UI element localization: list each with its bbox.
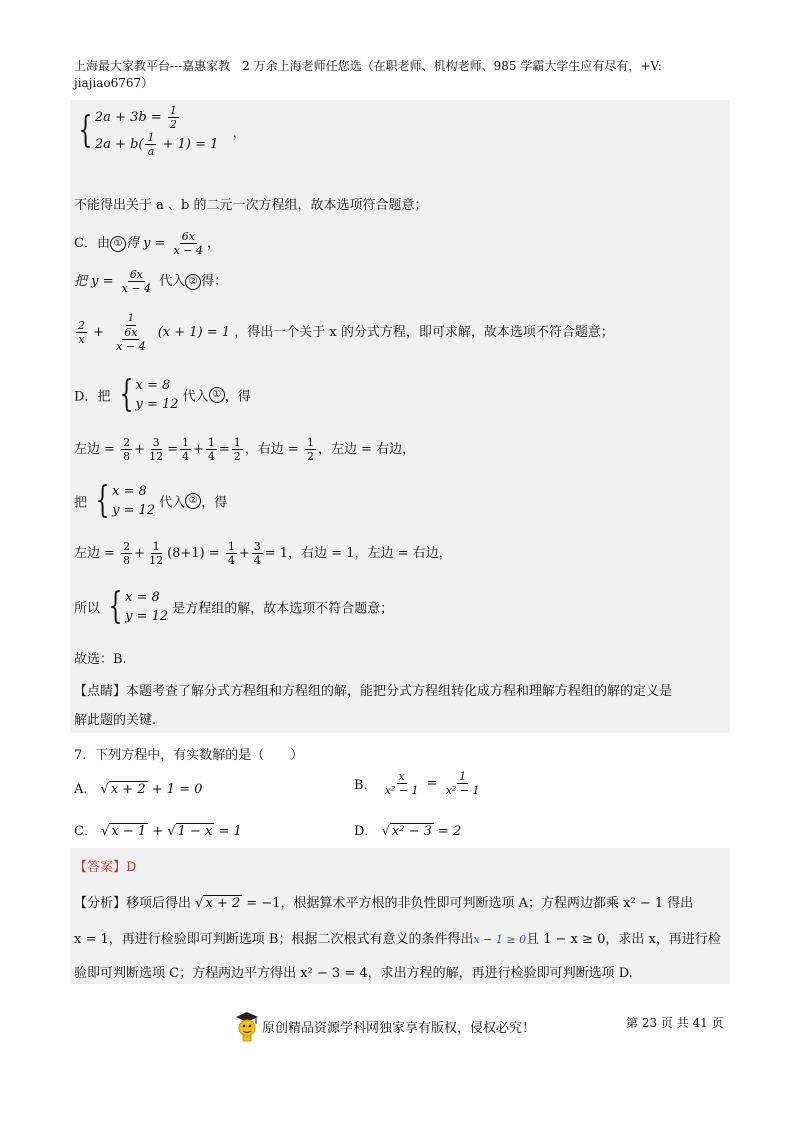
comment-line-2: 解此题的关键. (74, 713, 157, 728)
comment-line-1: 【点睛】本题考查了解分式方程组和方程组的解，能把分式方程组转化成方程和理解方程组的解的定义是 (74, 684, 673, 699)
copyright-text: 原创精品资源学科网独家享有版权，侵权必究！ (262, 1020, 536, 1036)
header-line-1: 上海最大家教平台---嘉惠家教 2 万余上海老师任您选（在职老师、机构老师、985 学霸大学生应有尽有，+V: (74, 59, 662, 73)
analysis-line-1: 【分析】移项后得出 √ x + 2 = −1，根据算术平方根的非负性即可判断选项 A；方程两边都乘 x² − 1 得出 (74, 896, 694, 911)
option-c-equation: $\frac{2}{x}$ + $\frac{1}{\frac{6x}{x - 4}}$ (x + 1) = 1 ，得出一个关于 x 的分式方程，即可求解，故本选项不符合题意； (78, 313, 614, 353)
scholar-mascot-icon (234, 1010, 260, 1042)
question-7-option-d: D． √ x² − 3 = 2 (354, 824, 462, 839)
choose-line: 故选：B. (74, 652, 127, 667)
answer-label: 【答案】D (74, 860, 137, 875)
option-d-check-1: 左边 = $\frac{2}{8}$ + $\frac{3}{12}$ = $\frac{1}{4}$ + $\frac{1}{4}$ = $\frac{1}{2}$ ，右边 = $\frac{1}{2}$ ，左边 = 右边， (74, 436, 416, 463)
question-7-option-c: C． √ x − 1 + √ 1 − x = 1 (74, 824, 242, 839)
analysis-line-2: x = 1，再进行检验即可判断选项 B；根据二次根式有意义的条件得出x − 1 ≥ 0且 1 − x ≥ 0，求出 x，再进行检 (74, 932, 721, 947)
option-b-conclusion: 不能得出关于 a 、b 的二元一次方程组，故本选项符合题意； (74, 198, 428, 213)
question-7-stem: 7．下列方程中，有实数解的是（ ） (74, 748, 304, 763)
option-d-substitute-2: 把 { x = 8 y = 12 代入 ② ，得 (74, 480, 228, 521)
analysis-line-3: 验即可判断选项 C；方程两边平方得出 x² − 3 = 4，求出方程的解，再进行检验即可判断选项 D. (74, 966, 633, 981)
page-header (74, 58, 734, 92)
option-b-system: { 2a + 3b = $\frac{1}{2}$ 2a + b( $\frac{1}{a}$ + 1) = 1 ， (78, 104, 246, 158)
page-footer (234, 1010, 535, 1042)
conclusion-line: 所以 { x = 8 y = 12 是方程组的解，故本选项不符合题意； (74, 586, 394, 627)
option-d-check-2: 左边 = $\frac{2}{8}$ + $\frac{1}{12}$ (8+1) = $\frac{1}{4}$ + $\frac{3}{4}$ = 1，右边 = 1，左边 = 右边， (74, 540, 452, 567)
option-d-intro: D．把 { x = 8 y = 12 代入 ① ，得 (74, 374, 251, 415)
page-number: 第 23 页 共 41 页 (626, 1016, 724, 1030)
question-7-option-b: B． $\frac{x}{\text{x² − 1}}$ = $\frac{1}{\text{x² − 1}}$ (354, 770, 480, 797)
header-line-2: jiajiao6767） (74, 76, 154, 90)
question-7-option-a: A． √ x + 2 + 1 = 0 (74, 782, 203, 797)
option-c-intro: C．由 ① 得 y = $\frac{6x}{x - 4}$ ， (74, 230, 221, 257)
option-c-substitute: 把 y = $\frac{6x}{x - 4}$ 代入 ② 得： (74, 268, 228, 295)
